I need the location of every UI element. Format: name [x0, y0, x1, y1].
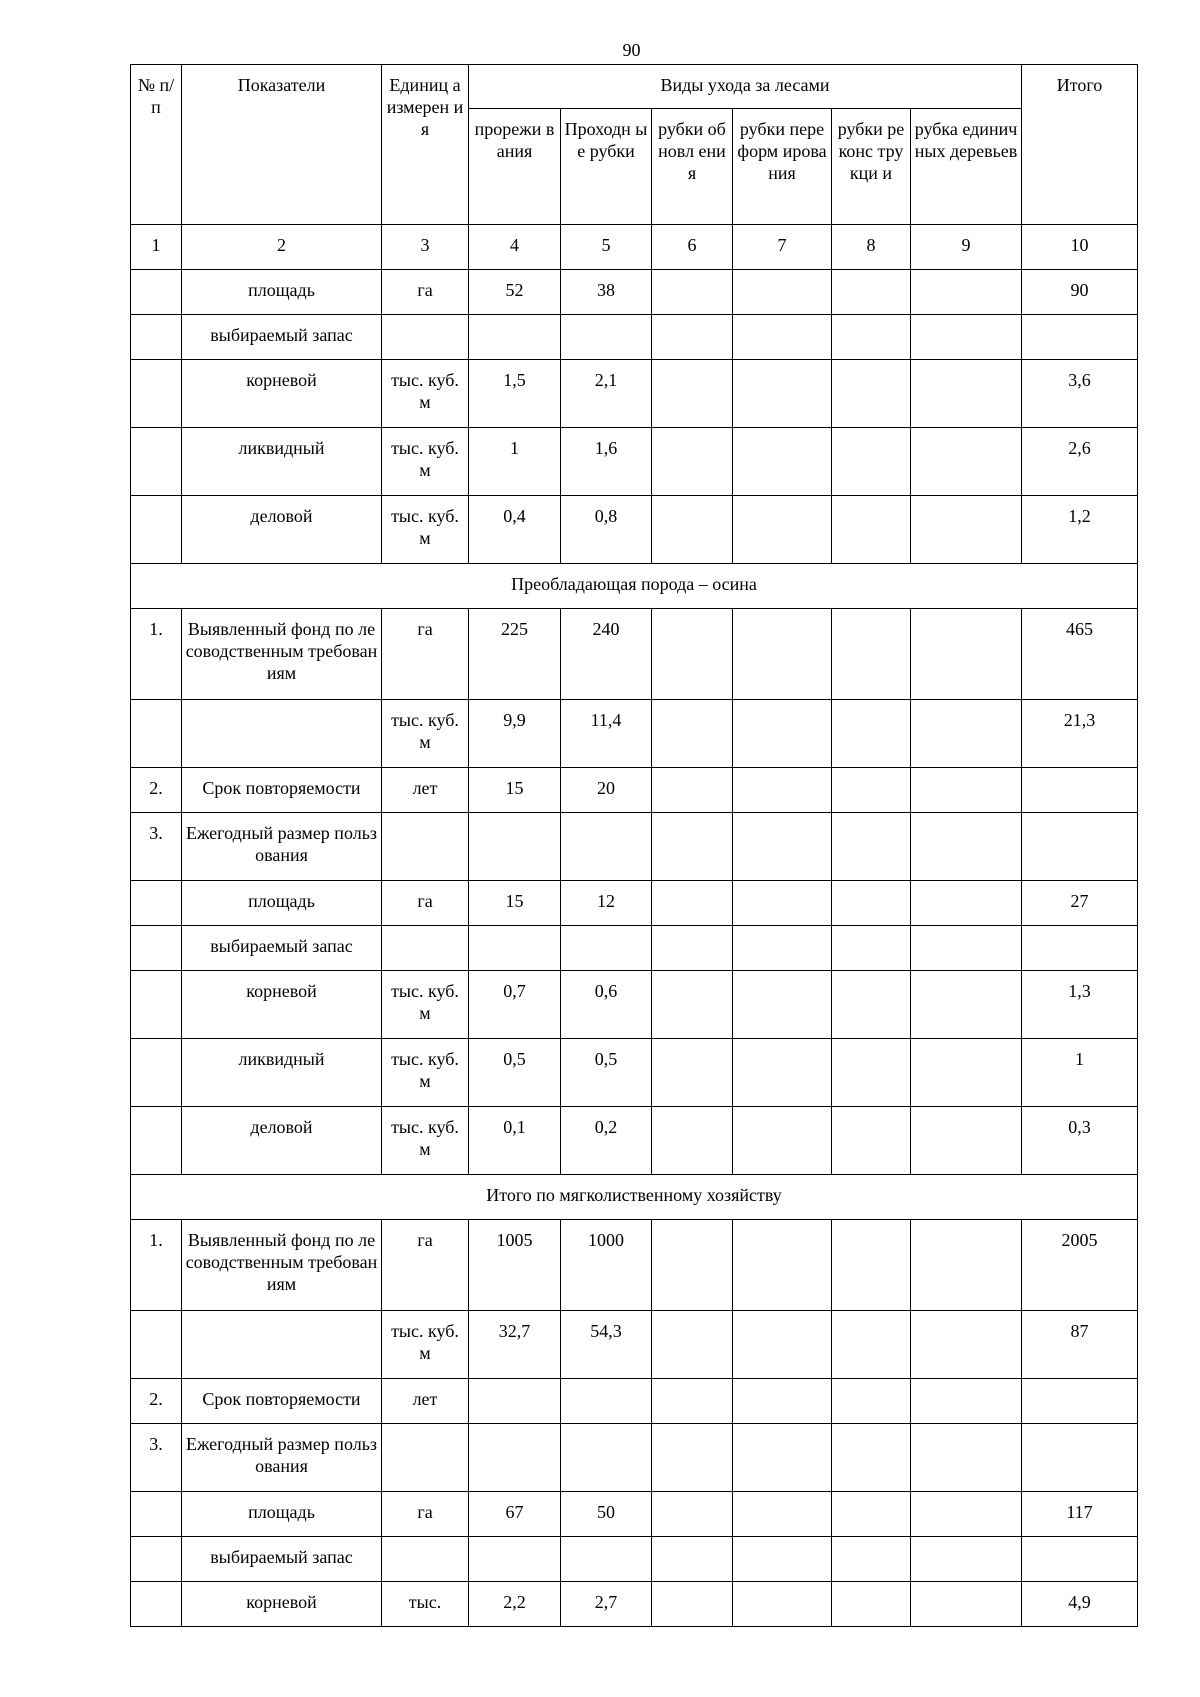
cell-unit: тыс. куб. м [382, 700, 469, 768]
cell-reconstruction-cutting [832, 315, 911, 360]
cell-passage-cutting: 1,6 [561, 428, 652, 496]
cell-single-tree-cutting [911, 1537, 1022, 1582]
cell-single-tree-cutting [911, 926, 1022, 971]
cell-passage-cutting: 20 [561, 768, 652, 813]
cell-reformation-cutting [733, 700, 832, 768]
column-number: 2 [182, 225, 382, 270]
cell-num: 1. [131, 1220, 182, 1311]
cell-num: 3. [131, 813, 182, 881]
cell-thinning: 0,5 [469, 1039, 561, 1107]
cell-passage-cutting [561, 1537, 652, 1582]
column-number: 7 [733, 225, 832, 270]
cell-single-tree-cutting [911, 496, 1022, 564]
cell-passage-cutting [561, 1424, 652, 1492]
cell-num [131, 315, 182, 360]
cell-num [131, 881, 182, 926]
cell-single-tree-cutting [911, 315, 1022, 360]
table-row [131, 609, 1138, 700]
cell-total: 1,2 [1022, 496, 1138, 564]
column-number: 3 [382, 225, 469, 270]
cell-renewal-cutting [652, 768, 733, 813]
cell-reconstruction-cutting [832, 1492, 911, 1537]
cell-indicator: ликвидный [182, 428, 382, 496]
cell-reconstruction-cutting [832, 496, 911, 564]
cell-reformation-cutting [733, 1379, 832, 1424]
cell-num [131, 700, 182, 768]
cell-renewal-cutting [652, 1311, 733, 1379]
cell-reformation-cutting [733, 1039, 832, 1107]
cell-passage-cutting: 50 [561, 1492, 652, 1537]
cell-unit: тыс. куб. м [382, 1311, 469, 1379]
cell-indicator: корневой [182, 1582, 382, 1627]
cell-indicator: деловой [182, 496, 382, 564]
cell-unit: тыс. [382, 1582, 469, 1627]
cell-renewal-cutting [652, 1582, 733, 1627]
cell-reformation-cutting [733, 813, 832, 881]
cell-indicator: Срок повторяемости [182, 768, 382, 813]
cell-thinning [469, 315, 561, 360]
cell-reconstruction-cutting [832, 1039, 911, 1107]
cell-unit: тыс. куб. м [382, 428, 469, 496]
cell-thinning [469, 1424, 561, 1492]
cell-indicator: выбираемый запас [182, 1537, 382, 1582]
cell-reconstruction-cutting [832, 609, 911, 700]
cell-reformation-cutting [733, 1107, 832, 1175]
cell-thinning: 0,7 [469, 971, 561, 1039]
cell-thinning: 52 [469, 270, 561, 315]
cell-renewal-cutting [652, 496, 733, 564]
cell-passage-cutting: 0,2 [561, 1107, 652, 1175]
cell-indicator: выбираемый запас [182, 926, 382, 971]
cell-single-tree-cutting [911, 700, 1022, 768]
table-row [131, 1039, 1138, 1107]
cell-indicator: площадь [182, 881, 382, 926]
section-title: Преобладающая порода – осина [131, 564, 1138, 609]
cell-num [131, 270, 182, 315]
cell-renewal-cutting [652, 360, 733, 428]
table-row [131, 315, 1138, 360]
cell-unit [382, 315, 469, 360]
cell-unit: тыс. куб. м [382, 971, 469, 1039]
cell-single-tree-cutting [911, 609, 1022, 700]
cell-indicator [182, 1311, 382, 1379]
cell-passage-cutting: 0,6 [561, 971, 652, 1039]
cell-indicator: площадь [182, 1492, 382, 1537]
cell-reformation-cutting [733, 881, 832, 926]
cell-reconstruction-cutting [832, 270, 911, 315]
cell-indicator: выбираемый запас [182, 315, 382, 360]
cell-renewal-cutting [652, 1107, 733, 1175]
cell-total: 1,3 [1022, 971, 1138, 1039]
cell-renewal-cutting [652, 881, 733, 926]
cell-passage-cutting: 1000 [561, 1220, 652, 1311]
column-number: 10 [1022, 225, 1138, 270]
cell-single-tree-cutting [911, 1039, 1022, 1107]
cell-num [131, 1039, 182, 1107]
cell-passage-cutting: 240 [561, 609, 652, 700]
cell-indicator: ликвидный [182, 1039, 382, 1107]
table-body [131, 270, 1138, 1627]
cell-single-tree-cutting [911, 1107, 1022, 1175]
cell-single-tree-cutting [911, 1220, 1022, 1311]
cell-passage-cutting: 11,4 [561, 700, 652, 768]
cell-reformation-cutting [733, 1311, 832, 1379]
table-row [131, 813, 1138, 881]
cell-unit [382, 1424, 469, 1492]
cell-reconstruction-cutting [832, 881, 911, 926]
cell-thinning: 1 [469, 428, 561, 496]
table-row [131, 1582, 1138, 1627]
cell-thinning: 225 [469, 609, 561, 700]
cell-single-tree-cutting [911, 428, 1022, 496]
cell-reformation-cutting [733, 360, 832, 428]
cell-unit: га [382, 609, 469, 700]
cell-indicator: корневой [182, 360, 382, 428]
cell-passage-cutting: 2,7 [561, 1582, 652, 1627]
cell-reconstruction-cutting [832, 926, 911, 971]
cell-passage-cutting: 54,3 [561, 1311, 652, 1379]
section-row [131, 564, 1138, 609]
cell-total: 2005 [1022, 1220, 1138, 1311]
cell-num [131, 360, 182, 428]
cell-passage-cutting: 12 [561, 881, 652, 926]
cell-thinning: 2,2 [469, 1582, 561, 1627]
cell-indicator: корневой [182, 971, 382, 1039]
cell-passage-cutting: 38 [561, 270, 652, 315]
cell-renewal-cutting [652, 1039, 733, 1107]
cell-total [1022, 315, 1138, 360]
cell-single-tree-cutting [911, 813, 1022, 881]
cell-num [131, 926, 182, 971]
cell-thinning: 67 [469, 1492, 561, 1537]
cell-unit: тыс. куб. м [382, 496, 469, 564]
cell-renewal-cutting [652, 1537, 733, 1582]
cell-renewal-cutting [652, 1424, 733, 1492]
cell-single-tree-cutting [911, 1492, 1022, 1537]
cell-total: 87 [1022, 1311, 1138, 1379]
header-type-reconstruction-cutting: рубки реконс трукци и [832, 109, 911, 225]
cell-indicator: Ежегодный размер пользования [182, 813, 382, 881]
cell-reformation-cutting [733, 315, 832, 360]
cell-reformation-cutting [733, 1492, 832, 1537]
cell-renewal-cutting [652, 428, 733, 496]
cell-unit: тыс. куб. м [382, 1039, 469, 1107]
cell-thinning: 1005 [469, 1220, 561, 1311]
cell-total: 27 [1022, 881, 1138, 926]
cell-thinning: 0,1 [469, 1107, 561, 1175]
header-total: Итого [1022, 65, 1138, 225]
cell-renewal-cutting [652, 1379, 733, 1424]
cell-single-tree-cutting [911, 360, 1022, 428]
cell-unit: лет [382, 768, 469, 813]
cell-total [1022, 813, 1138, 881]
cell-passage-cutting: 2,1 [561, 360, 652, 428]
cell-renewal-cutting [652, 1220, 733, 1311]
cell-indicator: Ежегодный размер пользования [182, 1424, 382, 1492]
page-number: 90 [622, 40, 641, 60]
table-row [131, 360, 1138, 428]
header-type-thinning: прорежи вания [469, 109, 561, 225]
cell-reformation-cutting [733, 926, 832, 971]
cell-reformation-cutting [733, 1537, 832, 1582]
cell-num [131, 1492, 182, 1537]
cell-total: 2,6 [1022, 428, 1138, 496]
cell-thinning: 9,9 [469, 700, 561, 768]
cell-indicator: Выявленный фонд по лесоводственным требованиям [182, 1220, 382, 1311]
section-title: Итого по мягколиственному хозяйству [131, 1175, 1138, 1220]
cell-indicator: деловой [182, 1107, 382, 1175]
column-number: 9 [911, 225, 1022, 270]
table-row [131, 1492, 1138, 1537]
table-row [131, 428, 1138, 496]
cell-num [131, 1311, 182, 1379]
cell-reformation-cutting [733, 768, 832, 813]
cell-reformation-cutting [733, 1424, 832, 1492]
header-type-single-tree-cutting: рубка единичных деревьев [911, 109, 1022, 225]
cell-thinning: 0,4 [469, 496, 561, 564]
cell-total [1022, 926, 1138, 971]
table-row [131, 270, 1138, 315]
cell-num [131, 1537, 182, 1582]
cell-reconstruction-cutting [832, 768, 911, 813]
header-num: № п/п [131, 65, 182, 225]
cell-passage-cutting: 0,5 [561, 1039, 652, 1107]
cell-total [1022, 1424, 1138, 1492]
cell-unit: га [382, 1492, 469, 1537]
cell-reformation-cutting [733, 428, 832, 496]
cell-reconstruction-cutting [832, 1424, 911, 1492]
cell-total: 117 [1022, 1492, 1138, 1537]
cell-reconstruction-cutting [832, 971, 911, 1039]
cell-indicator: площадь [182, 270, 382, 315]
cell-thinning [469, 813, 561, 881]
cell-reconstruction-cutting [832, 360, 911, 428]
cell-renewal-cutting [652, 1492, 733, 1537]
cell-reformation-cutting [733, 270, 832, 315]
cell-passage-cutting [561, 1379, 652, 1424]
cell-num: 1. [131, 609, 182, 700]
header-indicators: Показатели [182, 65, 382, 225]
cell-reconstruction-cutting [832, 1311, 911, 1379]
cell-num [131, 1107, 182, 1175]
cell-unit: га [382, 881, 469, 926]
cell-total: 21,3 [1022, 700, 1138, 768]
cell-num [131, 971, 182, 1039]
cell-thinning: 15 [469, 768, 561, 813]
cell-num: 2. [131, 1379, 182, 1424]
cell-unit: лет [382, 1379, 469, 1424]
cell-single-tree-cutting [911, 1379, 1022, 1424]
column-number: 5 [561, 225, 652, 270]
column-numbers-row [131, 225, 1138, 270]
cell-total: 4,9 [1022, 1582, 1138, 1627]
table-row [131, 1311, 1138, 1379]
header-care-types: Виды ухода за лесами [469, 65, 1022, 109]
cell-num [131, 496, 182, 564]
cell-renewal-cutting [652, 270, 733, 315]
cell-reformation-cutting [733, 1582, 832, 1627]
cell-unit: тыс. куб. м [382, 1107, 469, 1175]
cell-reformation-cutting [733, 609, 832, 700]
cell-reconstruction-cutting [832, 428, 911, 496]
cell-total: 3,6 [1022, 360, 1138, 428]
cell-total [1022, 768, 1138, 813]
cell-reconstruction-cutting [832, 700, 911, 768]
cell-total: 90 [1022, 270, 1138, 315]
cell-single-tree-cutting [911, 270, 1022, 315]
column-number: 8 [832, 225, 911, 270]
header-type-reformation-cutting: рубки переформ ирования [733, 109, 832, 225]
cell-unit [382, 813, 469, 881]
cell-renewal-cutting [652, 700, 733, 768]
header-row [131, 65, 1138, 109]
cell-num [131, 428, 182, 496]
cell-unit: га [382, 270, 469, 315]
section-row [131, 1175, 1138, 1220]
table-row [131, 768, 1138, 813]
table-row [131, 881, 1138, 926]
cell-reconstruction-cutting [832, 1582, 911, 1627]
cell-renewal-cutting [652, 315, 733, 360]
table-row [131, 1220, 1138, 1311]
cell-reconstruction-cutting [832, 813, 911, 881]
cell-total [1022, 1537, 1138, 1582]
cell-unit [382, 926, 469, 971]
table-row [131, 1107, 1138, 1175]
cell-reformation-cutting [733, 1220, 832, 1311]
column-number: 6 [652, 225, 733, 270]
column-number: 4 [469, 225, 561, 270]
cell-passage-cutting [561, 813, 652, 881]
cell-reconstruction-cutting [832, 1220, 911, 1311]
cell-reconstruction-cutting [832, 1379, 911, 1424]
table-row [131, 1379, 1138, 1424]
cell-single-tree-cutting [911, 1424, 1022, 1492]
cell-single-tree-cutting [911, 768, 1022, 813]
column-number: 1 [131, 225, 182, 270]
header-unit: Единиц а измерен ия [382, 65, 469, 225]
cell-renewal-cutting [652, 609, 733, 700]
cell-unit [382, 1537, 469, 1582]
cell-reformation-cutting [733, 496, 832, 564]
cell-num [131, 1582, 182, 1627]
cell-reconstruction-cutting [832, 1537, 911, 1582]
cell-single-tree-cutting [911, 881, 1022, 926]
header-type-passage-cutting: Проходн ые рубки [561, 109, 652, 225]
header-type-renewal-cutting: рубки обновл ения [652, 109, 733, 225]
cell-thinning [469, 1537, 561, 1582]
cell-reconstruction-cutting [832, 1107, 911, 1175]
cell-reformation-cutting [733, 971, 832, 1039]
table-row [131, 971, 1138, 1039]
cell-thinning: 15 [469, 881, 561, 926]
cell-renewal-cutting [652, 971, 733, 1039]
cell-thinning: 1,5 [469, 360, 561, 428]
cell-indicator: Выявленный фонд по лесоводственным требованиям [182, 609, 382, 700]
cell-single-tree-cutting [911, 1582, 1022, 1627]
cell-total: 465 [1022, 609, 1138, 700]
table-row [131, 496, 1138, 564]
cell-single-tree-cutting [911, 1311, 1022, 1379]
table-row [131, 700, 1138, 768]
table-row [131, 1537, 1138, 1582]
cell-num: 3. [131, 1424, 182, 1492]
cell-indicator [182, 700, 382, 768]
table-row [131, 926, 1138, 971]
cell-total: 0,3 [1022, 1107, 1138, 1175]
cell-total [1022, 1379, 1138, 1424]
cell-passage-cutting [561, 926, 652, 971]
cell-num: 2. [131, 768, 182, 813]
cell-total: 1 [1022, 1039, 1138, 1107]
cell-unit: тыс. куб. м [382, 360, 469, 428]
cell-indicator: Срок повторяемости [182, 1379, 382, 1424]
cell-renewal-cutting [652, 813, 733, 881]
cell-thinning [469, 926, 561, 971]
cell-passage-cutting: 0,8 [561, 496, 652, 564]
cell-thinning: 32,7 [469, 1311, 561, 1379]
table-row [131, 1424, 1138, 1492]
cell-renewal-cutting [652, 926, 733, 971]
cell-thinning [469, 1379, 561, 1424]
cell-single-tree-cutting [911, 971, 1022, 1039]
forest-care-table [130, 64, 1138, 1627]
cell-unit: га [382, 1220, 469, 1311]
cell-passage-cutting [561, 315, 652, 360]
